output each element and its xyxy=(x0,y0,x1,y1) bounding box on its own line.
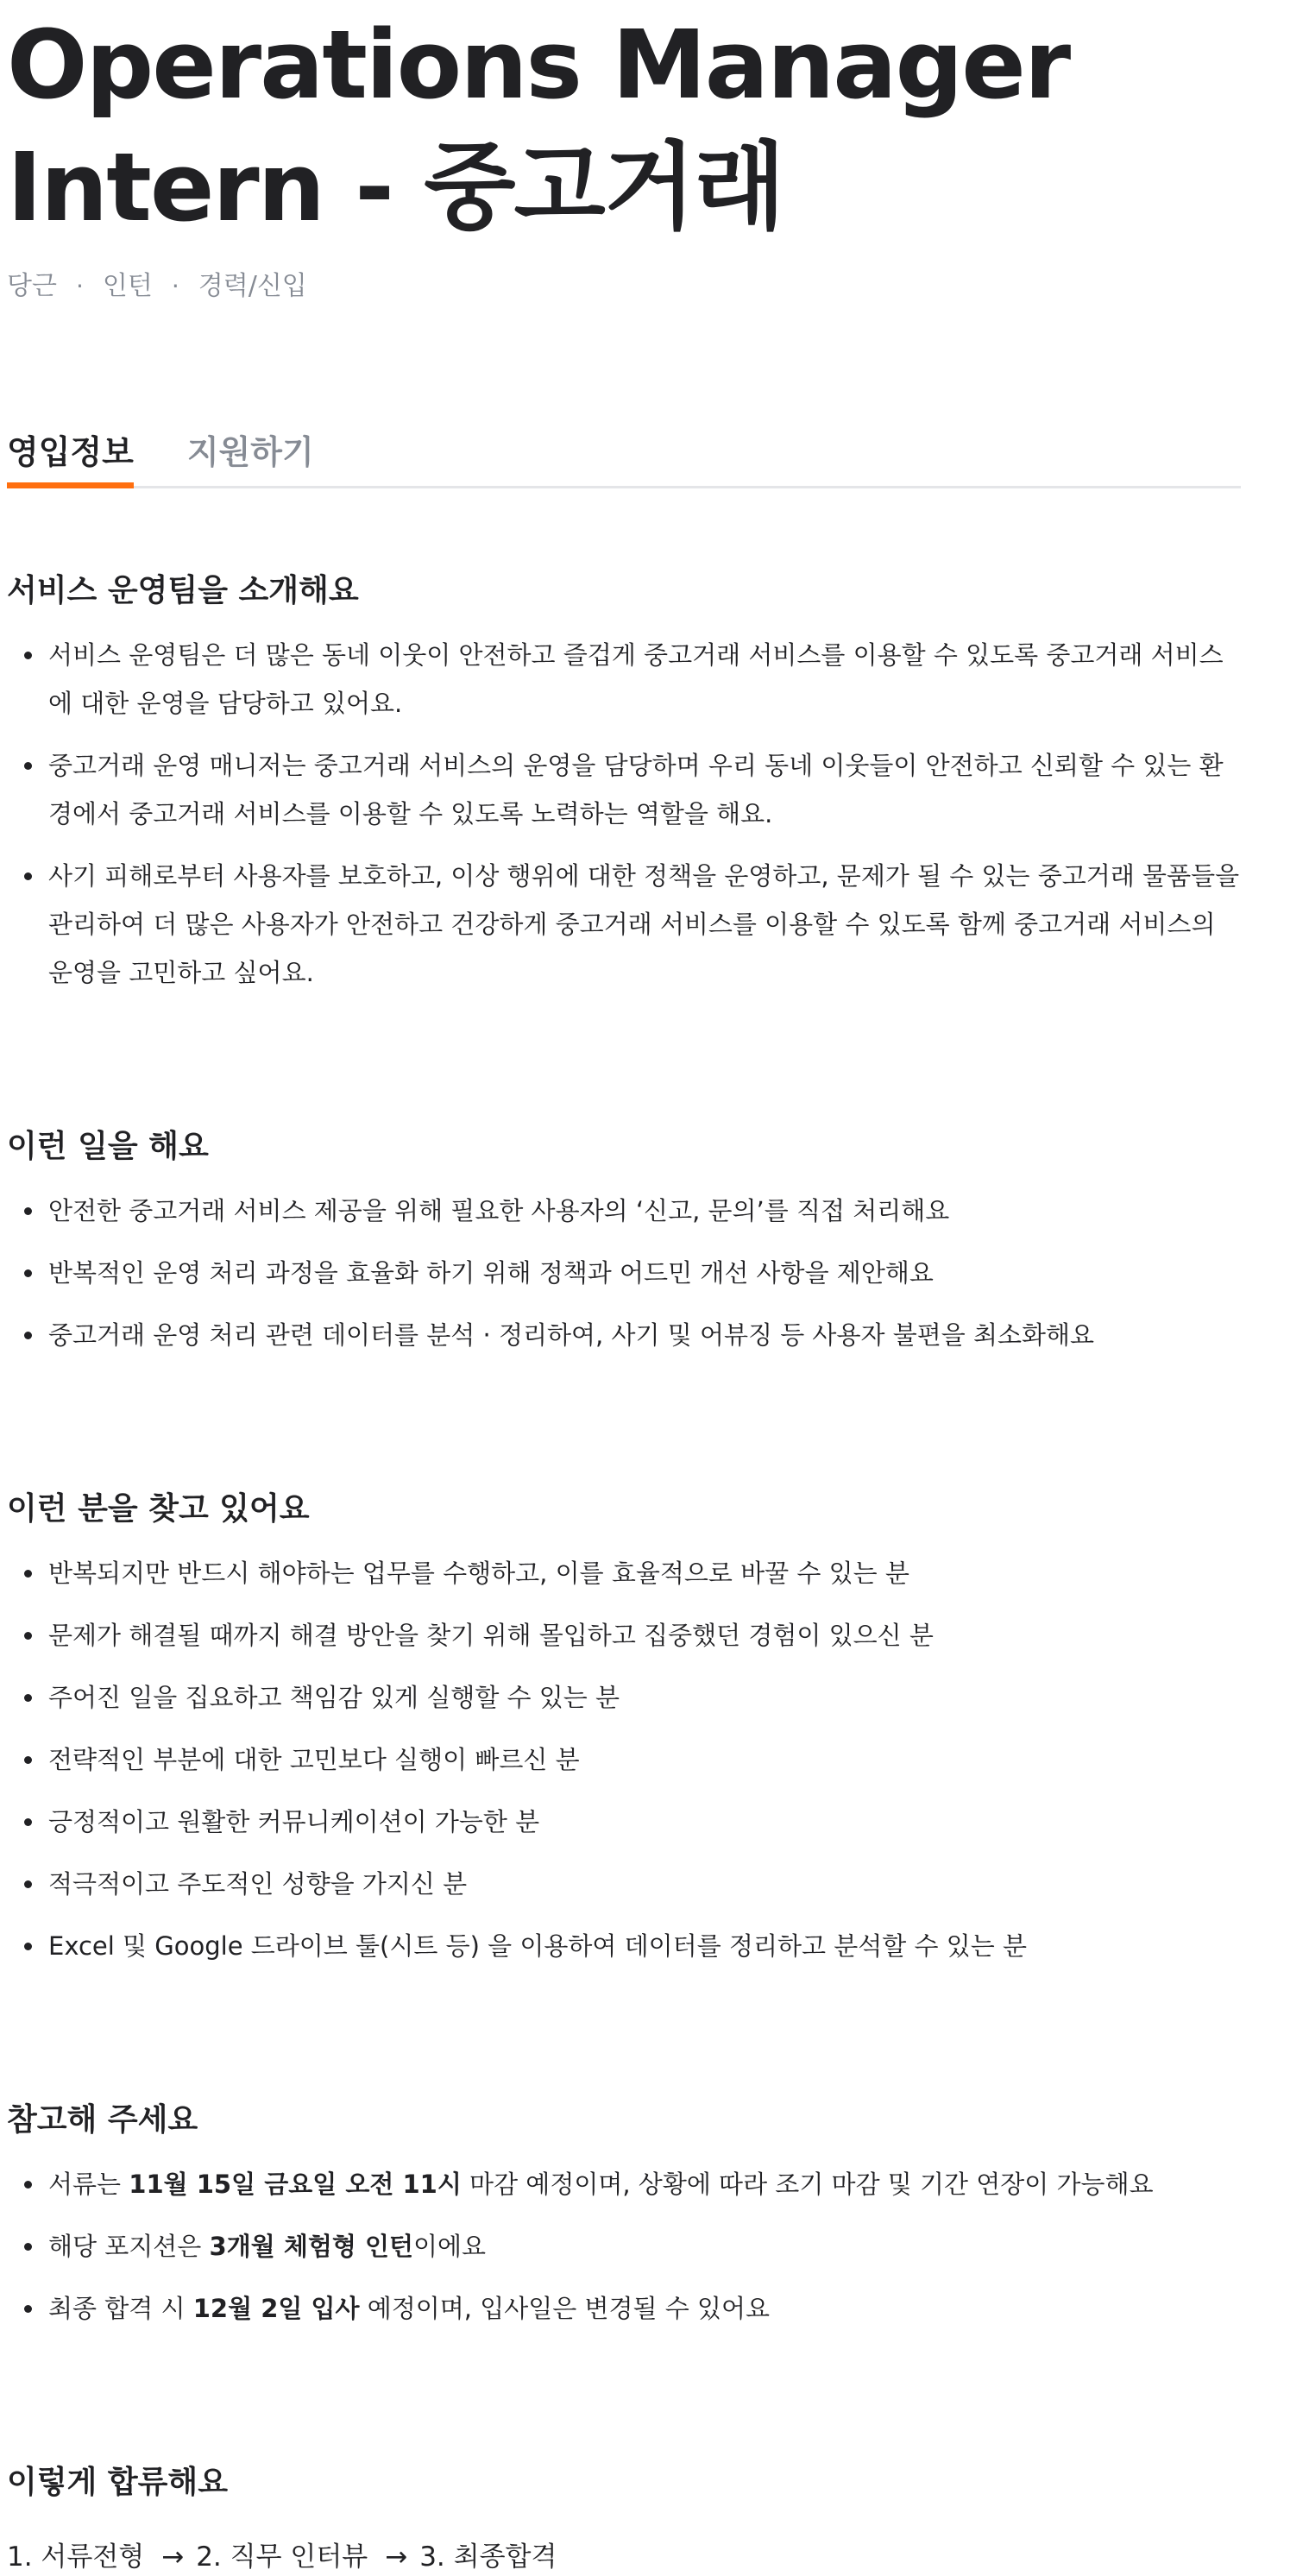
list-item: 긍정적이고 원활한 커뮤니케이션이 가능한 분 xyxy=(7,1798,1241,1846)
meta-separator: · xyxy=(171,272,179,300)
company-name: 당근 xyxy=(7,271,57,301)
note-highlight: 11월 15일 금요일 오전 11시 xyxy=(129,2170,462,2199)
looking-for-list xyxy=(7,1549,1241,1970)
section-title-process: 이렇게 합류해요 xyxy=(7,2465,228,2500)
notes-list xyxy=(7,2160,1241,2333)
list-item: 안전한 중고거래 서비스 제공을 위해 필요한 사용자의 ‘신고, 문의’를 직접 처리해요 xyxy=(7,1187,1241,1235)
note-text: 해당 포지션은 xyxy=(48,2232,210,2261)
section-title-looking-for: 이런 분을 찾고 있어요 xyxy=(7,1491,310,1527)
tab-apply[interactable]: 지원하기 xyxy=(186,433,314,471)
list-item: 적극적이고 주도적인 성향을 가지신 분 xyxy=(7,1860,1241,1908)
list-item: 문제가 해결될 때까지 해결 방안을 찾기 위해 몰입하고 집중했던 경험이 있으신 분 xyxy=(7,1611,1241,1660)
employment-type: 인턴 xyxy=(102,271,153,301)
hiring-process xyxy=(7,2538,1241,2576)
note-text: 예정이며, 입사일은 변경될 수 있어요 xyxy=(359,2294,771,2323)
list-item: 전략적인 부분에 대한 고민보다 실행이 빠르신 분 xyxy=(7,1735,1241,1784)
section-title-notes: 참고해 주세요 xyxy=(7,2102,198,2138)
arrow-right-icon: → xyxy=(161,2541,185,2573)
job-meta xyxy=(7,269,1241,304)
section-title-team-intro: 서비스 운영팀을 소개해요 xyxy=(7,573,359,608)
list-item: 반복되지만 반드시 해야하는 업무를 수행하고, 이를 효율적으로 바꿀 수 있는 분 xyxy=(7,1549,1241,1597)
list-item xyxy=(7,2222,1241,2271)
list-item: 주어진 일을 집요하고 책임감 있게 실행할 수 있는 분 xyxy=(7,1673,1241,1722)
meta-separator: · xyxy=(75,272,84,300)
note-text: 최종 합격 시 xyxy=(48,2294,193,2323)
tab-bar xyxy=(7,423,1241,488)
note-highlight: 3개월 체험형 인턴 xyxy=(209,2232,414,2261)
list-item: 중고거래 운영 처리 관련 데이터를 분석 · 정리하여, 사기 및 어뷰징 등 사용자 불편을 최소화해요 xyxy=(7,1311,1241,1359)
list-item xyxy=(7,2160,1241,2208)
list-item: 사기 피해로부터 사용자를 보호하고, 이상 행위에 대한 정책을 운영하고, 문제가 될 수 있는 중고거래 물품들을 관리하여 더 많은 사용자가 안전하고 건강하게 중고거래 서비스를 이용할 수 있도록 함께 중고거래 서비스의 운영을 고민하고 싶어요. xyxy=(7,852,1241,997)
team-intro-list xyxy=(7,631,1241,997)
list-item: 서비스 운영팀은 더 많은 동네 이웃이 안전하고 즐겁게 중고거래 서비스를 이용할 수 있도록 중고거래 서비스에 대한 운영을 담당하고 있어요. xyxy=(7,631,1241,727)
section-title-duties: 이런 일을 해요 xyxy=(7,1129,209,1164)
note-text: 이에요 xyxy=(413,2232,487,2261)
experience-level: 경력/신입 xyxy=(198,271,307,301)
note-text: 마감 예정이며, 상황에 따라 조기 마감 및 기간 연장이 가능해요 xyxy=(461,2170,1154,2199)
arrow-right-icon: → xyxy=(385,2541,408,2573)
list-item: 중고거래 운영 매니저는 중고거래 서비스의 운영을 담당하며 우리 동네 이웃들이 안전하고 신뢰할 수 있는 환경에서 중고거래 서비스를 이용할 수 있도록 노력하는 역할을 해요. xyxy=(7,741,1241,838)
list-item: 반복적인 운영 처리 과정을 효율화 하기 위해 정책과 어드민 개선 사항을 제안해요 xyxy=(7,1249,1241,1297)
process-step: 2. 직무 인터뷰 xyxy=(196,2541,368,2573)
note-text: 서류는 xyxy=(48,2170,129,2199)
job-title: Operations Manager Intern - 중고거래 xyxy=(7,9,1070,242)
tab-job-info[interactable]: 영입정보 xyxy=(7,431,134,486)
note-highlight: 12월 2일 입사 xyxy=(192,2294,360,2323)
list-item xyxy=(7,2284,1241,2333)
list-item: Excel 및 Google 드라이브 툴(시트 등) 을 이용하여 데이터를 정리하고 분석할 수 있는 분 xyxy=(7,1922,1241,1970)
process-step: 3. 최종합격 xyxy=(419,2541,557,2573)
process-step: 1. 서류전형 xyxy=(7,2541,145,2573)
duties-list xyxy=(7,1187,1241,1359)
